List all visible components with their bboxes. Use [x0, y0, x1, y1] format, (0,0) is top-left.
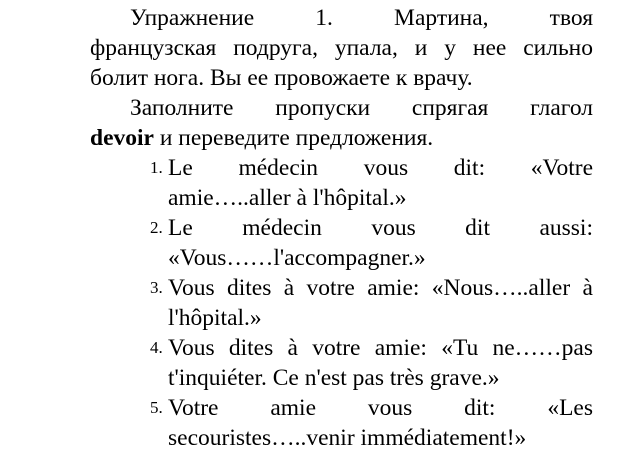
- item-number: 4.: [150, 338, 163, 357]
- intro-line-1: Упражнение 1. Мартина, твоя: [130, 5, 593, 31]
- exercise-intro: [90, 3, 593, 93]
- item-number: 1.: [150, 158, 163, 177]
- instruction-line-2: [90, 123, 593, 153]
- item-line-1: Vous dites à votre amie: «Nous…..aller à: [168, 275, 593, 301]
- exercise-document: [90, 3, 593, 453]
- item-number: 5.: [150, 398, 163, 417]
- item-line-2: t'inquiéter. Ce n'est pas très grave.»: [168, 365, 500, 391]
- exercise-instruction: [90, 93, 593, 153]
- exercise-list: [90, 153, 593, 453]
- item-line-1: Le médecin vous dit aussi:: [168, 215, 593, 241]
- intro-line-2: французская подруга, упала, и у нее сильно: [90, 35, 593, 61]
- item-line-2: «Vous……l'accompagner.»: [168, 245, 426, 271]
- item-line-2: secouristes…..venir immédiatement!»: [168, 425, 527, 451]
- instruction-rest: и переведите предложения.: [153, 125, 434, 151]
- list-item: [150, 213, 593, 273]
- list-item: [150, 393, 593, 453]
- instruction-line-1: Заполните пропуски спрягая глагол: [130, 95, 593, 121]
- list-item: [150, 333, 593, 393]
- item-number: 3.: [150, 278, 163, 297]
- item-line-1: Vous dites à votre amie: «Tu ne……pas: [168, 335, 593, 361]
- item-number: 2.: [150, 218, 163, 237]
- item-line-2: amie…..aller à l'hôpital.»: [168, 185, 407, 211]
- list-item: [150, 273, 593, 333]
- item-line-1: Votre amie vous dit: «Les: [168, 395, 593, 421]
- intro-line-3: болит нога. Вы ее провожаете к врачу.: [90, 65, 473, 91]
- verb-devoir: devoir: [90, 125, 154, 151]
- list-item: [150, 153, 593, 213]
- item-line-1: Le médecin vous dit: «Votre: [168, 155, 593, 181]
- item-line-2: l'hôpital.»: [168, 305, 262, 331]
